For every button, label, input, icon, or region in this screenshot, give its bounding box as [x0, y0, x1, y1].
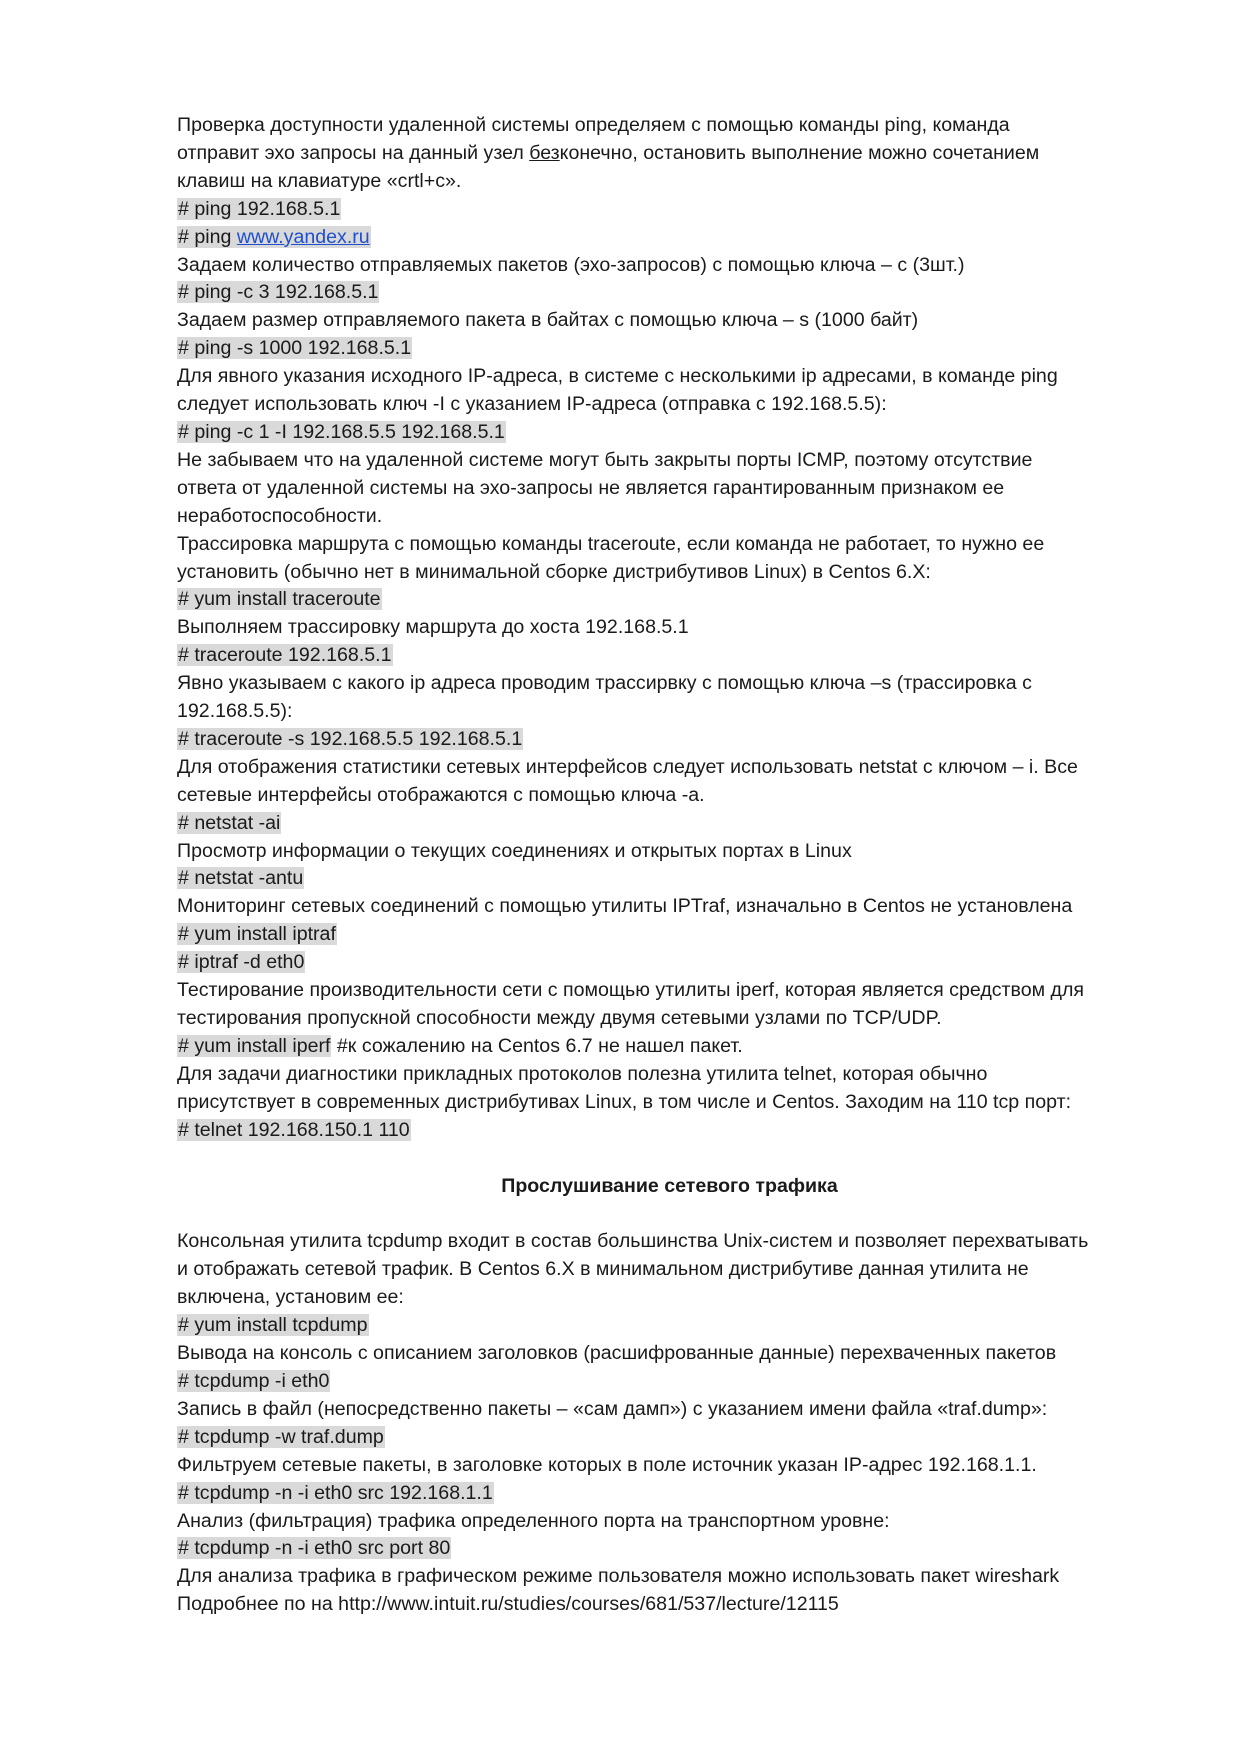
command-line: [177, 1424, 1162, 1452]
command-tcpdump-interface: # tcpdump -i eth0: [178, 1369, 330, 1392]
paragraph-line: и отображать сетевой трафик. В Centos 6.X в минимальном дистрибутиве данная утилита не: [177, 1258, 1029, 1281]
command-ping: # ping 192.168.5.1: [178, 197, 341, 220]
command-line: [177, 810, 1162, 838]
paragraph-line: включена, установим ее:: [177, 1286, 404, 1309]
paragraph-line: Для анализа трафика в графическом режиме пользователя можно использовать пакет wireshark: [177, 1565, 1060, 1588]
text-span: отправит эхо запросы на данный узел: [177, 141, 530, 164]
paragraph-line: неработоспособности.: [177, 504, 383, 527]
command-tcpdump-write: # tcpdump -w traf.dump: [178, 1425, 384, 1448]
command-netstat-antu: # netstat -antu: [178, 867, 304, 890]
command-comment: #к сожалению на Centos 6.7 не нашел пакет.: [331, 1034, 743, 1057]
paragraph-line: Задаем размер отправляемого пакета в байтах с помощью ключа – s (1000 байт): [177, 309, 919, 332]
paragraph-line: Для явного указания исходного IP-адреса, в системе с несколькими ip адресами, в команде ping: [177, 365, 1058, 388]
paragraph-line: Мониторинг сетевых соединений с помощью утилиты IPTraf, изначально в Centos не установлена: [177, 895, 1073, 918]
command-ping-host: [177, 226, 371, 248]
paragraph-line: Задаем количество отправляемых пакетов (эхо-запросов) с помощью ключа – с (3шт.): [177, 253, 965, 276]
command-line: [177, 1117, 1162, 1145]
command-line: [177, 335, 1162, 363]
command-ping-count: # ping -c 3 192.168.5.1: [178, 281, 379, 304]
command-prefix: # ping: [178, 225, 237, 248]
paragraph-line: Не забываем что на удаленной системе могут быть закрыты порты ICMP, поэтому отсутствие: [177, 448, 1033, 471]
command-netstat-ai: # netstat -ai: [178, 811, 281, 834]
command-line: [177, 1033, 1162, 1061]
command-ping-source: # ping -c 1 -I 192.168.5.5 192.168.5.1: [178, 420, 505, 443]
command-tcpdump-port: # tcpdump -n -i eth0 src port 80: [178, 1537, 451, 1560]
command-line: [177, 865, 1162, 893]
paragraph-line: сетевые интерфейсы отображаются с помощью ключа -a.: [177, 783, 705, 806]
command-line: [177, 949, 1162, 977]
command-line: [177, 279, 1162, 307]
paragraph-line: установить (обычно нет в минимальной сборке дистрибутивов Linux) в Centos 6.X:: [177, 560, 931, 583]
command-line: [177, 419, 1162, 447]
command-line: [177, 1480, 1162, 1508]
command-line: [177, 1368, 1162, 1396]
command-ping-size: # ping -s 1000 192.168.5.1: [178, 337, 412, 360]
paragraph-line: Трассировка маршрута с помощью команды traceroute, если команда не работает, то нужно ее: [177, 532, 1045, 555]
paragraph-line: присутствует в современных дистрибутивах Linux, в том числе и Centos. Заходим на 110 tcp порт:: [177, 1090, 1072, 1113]
document-page: [177, 112, 1162, 1619]
paragraph-line: Вывода на консоль с описанием заголовков (расшифрованные данные) перехваченных пакетов: [177, 1342, 1057, 1365]
paragraph-line: тестирования пропускной способности между двумя сетевыми узлами по TCP/UDP.: [177, 1007, 942, 1029]
command-line: [177, 921, 1162, 949]
paragraph-line: Консольная утилита tcpdump входит в состав большинства Unix-систем и позволяет перехватывать: [177, 1230, 1089, 1253]
command-line: [177, 642, 1162, 670]
command-yum-iperf: # yum install iperf: [178, 1034, 331, 1057]
command-line: [177, 196, 1162, 224]
underlined-text: без: [529, 141, 560, 164]
command-traceroute: # traceroute 192.168.5.1: [178, 644, 392, 667]
paragraph-line: Подробнее по на http://www.intuit.ru/studies/courses/681/537/lecture/12115: [177, 1593, 839, 1616]
section-network-diagnostics: [177, 112, 1162, 1145]
command-line: [177, 726, 1162, 754]
paragraph-line: Просмотр информации о текущих соединениях и открытых портах в Linux: [177, 839, 852, 862]
yandex-link[interactable]: www.yandex.ru: [236, 225, 370, 248]
paragraph-line: Выполняем трассировку маршрута до хоста 192.168.5.1: [177, 616, 689, 639]
section-heading: Прослушивание сетевого трафика: [501, 1174, 838, 1197]
section-traffic-sniffing: [177, 1228, 1162, 1619]
command-line: [177, 586, 1162, 614]
command-yum-iptraf: # yum install iptraf: [178, 923, 336, 946]
command-telnet: # telnet 192.168.150.1 110: [178, 1118, 410, 1141]
paragraph-line: [177, 140, 1162, 168]
paragraph-line: 192.168.5.5):: [177, 700, 293, 723]
command-iptraf: # iptraf -d eth0: [178, 951, 305, 974]
command-traceroute-source: # traceroute -s 192.168.5.5 192.168.5.1: [178, 727, 523, 750]
paragraph-line: Явно указываем с какого ip адреса проводим трассирвку с помощью ключа –s (трассировка с: [177, 672, 1032, 695]
command-yum-tcpdump: # yum install tcpdump: [178, 1314, 368, 1337]
paragraph-line: Фильтруем сетевые пакеты, в заголовке которых в поле источник указан IP-адрес 192.168.1.1.: [177, 1453, 1037, 1476]
paragraph-line: Для отображения статистики сетевых интерфейсов следует использовать netstat с ключом – i. Все: [177, 755, 1078, 778]
paragraph-line: ответа от удаленной системы на эхо-запросы не является гарантированным признаком ее: [177, 476, 1005, 499]
command-line: [177, 1535, 1162, 1563]
command-line: [177, 1312, 1162, 1340]
command-line: [177, 224, 1162, 252]
paragraph-line: следует использовать ключ -I с указанием IP-адреса (отправка с 192.168.5.5):: [177, 393, 887, 416]
command-tcpdump-source: # tcpdump -n -i eth0 src 192.168.1.1: [178, 1481, 493, 1504]
paragraph-line: клавиш на клавиатуре «crtl+c».: [177, 169, 462, 192]
paragraph-line: Анализ (фильтрация) трафика определенного порта на транспортном уровне:: [177, 1509, 890, 1532]
paragraph-line: Запись в файл (непосредственно пакеты – «сам дамп») с указанием имени файла «traf.dump»:: [177, 1397, 1048, 1420]
paragraph-line: Тестирование производительности сети с помощью утилиты iperf, которая является средством для: [177, 979, 1085, 1002]
command-yum-traceroute: # yum install traceroute: [178, 588, 381, 611]
paragraph-line: Для задачи диагностики прикладных протоколов полезна утилита telnet, которая обычно: [177, 1062, 988, 1085]
paragraph-line: Проверка доступности удаленной системы определяем с помощью команды ping, команда: [177, 114, 1010, 136]
text-span: конечно, остановить выполнение можно сочетанием: [559, 141, 1040, 164]
